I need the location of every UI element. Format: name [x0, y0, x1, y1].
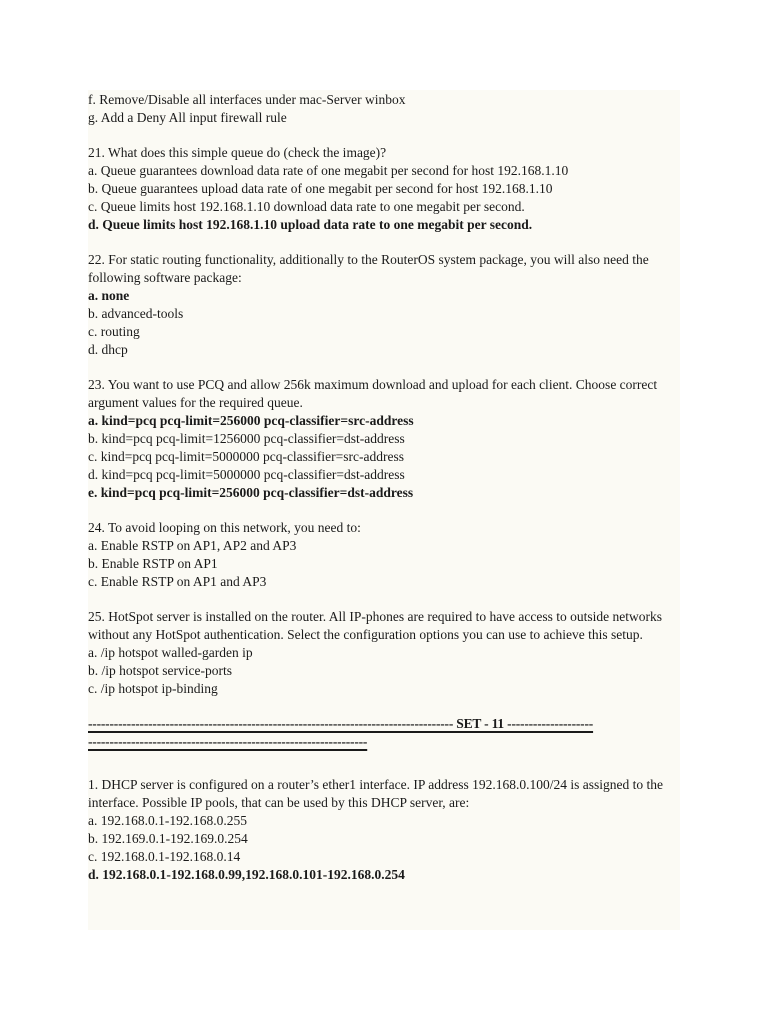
q21-option-a: a. Queue guarantees download data rate of one megabit per second for host 192.168.1.10 [88, 163, 569, 178]
set11-question-1: 1. DHCP server is configured on a router’s ether1 interface. IP address 192.168.0.100/24 is assigned to the interface. Possible IP pools, that can be used by this DHCP server, are: [88, 777, 663, 810]
set11-q1-option-b: b. 192.169.0.1-192.169.0.254 [88, 831, 248, 846]
q22-option-a-answer: a. none [88, 288, 130, 303]
spacer [88, 751, 680, 768]
set-11-separator: ------------------------------------------------------------------------------------- SET - 11 -------------------- [88, 716, 594, 731]
set11-q1-option-a: a. 192.168.0.1-192.168.0.255 [88, 813, 247, 828]
option-f: f. Remove/Disable all interfaces under mac-Server winbox [88, 92, 406, 107]
q21-option-d-answer: d. Queue limits host 192.168.1.10 upload data rate to one megabit per second. [88, 217, 533, 232]
spacer [88, 127, 680, 144]
question-21: 21. What does this simple queue do (check the image)? [88, 145, 387, 160]
set11-q1-option-c: c. 192.168.0.1-192.168.0.14 [88, 849, 241, 864]
q24-option-a: a. Enable RSTP on AP1, AP2 and AP3 [88, 538, 297, 553]
q23-option-a-answer: a. kind=pcq pcq-limit=256000 pcq-classifier=src-address [88, 413, 414, 428]
set-11-separator-continued: ----------------------------------------------------------------- [88, 734, 368, 749]
q25-option-b: b. /ip hotspot service-ports [88, 663, 232, 678]
q24-option-c: c. Enable RSTP on AP1 and AP3 [88, 574, 267, 589]
q25-option-a: a. /ip hotspot walled-garden ip [88, 645, 253, 660]
q23-option-b: b. kind=pcq pcq-limit=1256000 pcq-classifier=dst-address [88, 431, 405, 446]
document-page [88, 90, 680, 930]
q22-option-b: b. advanced-tools [88, 306, 184, 321]
q23-option-d: d. kind=pcq pcq-limit=5000000 pcq-classifier=dst-address [88, 467, 405, 482]
spacer [88, 502, 680, 519]
q23-option-c: c. kind=pcq pcq-limit=5000000 pcq-classifier=src-address [88, 449, 405, 464]
set11-q1-option-d-answer: d. 192.168.0.1-192.168.0.99,192.168.0.101-192.168.0.254 [88, 867, 405, 882]
q25-option-c: c. /ip hotspot ip-binding [88, 681, 218, 696]
spacer [88, 359, 680, 376]
question-22: 22. For static routing functionality, additionally to the RouterOS system package, you will also need the following software package: [88, 252, 649, 285]
option-g: g. Add a Deny All input firewall rule [88, 110, 287, 125]
spacer [88, 768, 680, 776]
q21-option-c: c. Queue limits host 192.168.1.10 download data rate to one megabit per second. [88, 199, 525, 214]
spacer [88, 591, 680, 608]
q22-option-d: d. dhcp [88, 342, 128, 357]
document-content [88, 91, 680, 884]
q22-option-c: c. routing [88, 324, 140, 339]
spacer [88, 698, 680, 715]
question-23: 23. You want to use PCQ and allow 256k maximum download and upload for each client. Choose correct argument values for the required queue. [88, 377, 658, 410]
question-25: 25. HotSpot server is installed on the router. All IP-phones are required to have access to outside networks without any HotSpot authentication. Select the configuration options you can use to achieve this setup. [88, 609, 662, 642]
question-24: 24. To avoid looping on this network, you need to: [88, 520, 361, 535]
q21-option-b: b. Queue guarantees upload data rate of one megabit per second for host 192.168.1.10 [88, 181, 553, 196]
spacer [88, 234, 680, 251]
q23-option-e-answer: e. kind=pcq pcq-limit=256000 pcq-classifier=dst-address [88, 485, 414, 500]
q24-option-b: b. Enable RSTP on AP1 [88, 556, 218, 571]
